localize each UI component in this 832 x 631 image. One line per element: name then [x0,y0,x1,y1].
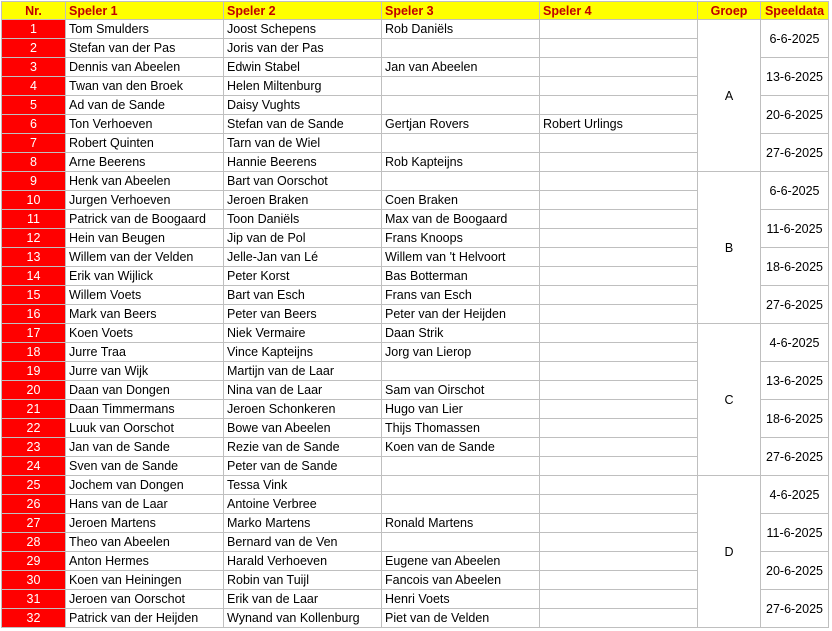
speler-4-cell[interactable] [540,476,698,495]
row-number-cell[interactable]: 10 [2,191,66,210]
speler-4-cell[interactable] [540,229,698,248]
row-number-cell[interactable]: 9 [2,172,66,191]
speler-2-cell[interactable]: Joris van der Pas [224,39,382,58]
speler-1-cell[interactable]: Arne Beerens [66,153,224,172]
speler-1-cell[interactable]: Henk van Abeelen [66,172,224,191]
speler-3-cell[interactable]: Willem van 't Helvoort [382,248,540,267]
groep-cell[interactable]: B [698,172,761,324]
groep-cell[interactable]: A [698,20,761,172]
row-number-cell[interactable]: 20 [2,381,66,400]
row-number-cell[interactable]: 4 [2,77,66,96]
speler-2-cell[interactable]: Tessa Vink [224,476,382,495]
row-number-cell[interactable]: 25 [2,476,66,495]
speler-2-cell[interactable]: Bowe van Abeelen [224,419,382,438]
table-row [2,20,829,39]
speler-2-cell[interactable]: Joost Schepens [224,20,382,39]
speler-3-cell[interactable]: Hugo van Lier [382,400,540,419]
header-nr[interactable]: Nr. [2,2,66,20]
speler-4-cell[interactable] [540,134,698,153]
speler-2-cell[interactable]: Marko Martens [224,514,382,533]
speler-2-cell[interactable]: Erik van de Laar [224,590,382,609]
speeldatum-cell[interactable]: 6-6-2025 [761,20,829,58]
speler-2-cell[interactable]: Wynand van Kollenburg [224,609,382,628]
speeldatum-cell[interactable]: 13-6-2025 [761,58,829,96]
speler-2-cell[interactable]: Harald Verhoeven [224,552,382,571]
speler-1-cell[interactable]: Sven van de Sande [66,457,224,476]
speler-2-cell[interactable]: Tarn van de Wiel [224,134,382,153]
speler-1-cell[interactable]: Jan van de Sande [66,438,224,457]
speeldatum-cell[interactable]: 13-6-2025 [761,362,829,400]
speler-1-cell[interactable]: Koen Voets [66,324,224,343]
speeldatum-cell[interactable]: 11-6-2025 [761,210,829,248]
speler-3-cell[interactable]: Gertjan Rovers [382,115,540,134]
speeldatum-cell[interactable]: 27-6-2025 [761,134,829,172]
speler-1-cell[interactable]: Koen van Heiningen [66,571,224,590]
speeldatum-cell[interactable]: 27-6-2025 [761,286,829,324]
speeldatum-cell[interactable]: 11-6-2025 [761,514,829,552]
speler-4-cell[interactable] [540,343,698,362]
speler-1-cell[interactable]: Twan van den Broek [66,77,224,96]
speler-2-cell[interactable]: Toon Daniëls [224,210,382,229]
speler-1-cell[interactable]: Willem van der Velden [66,248,224,267]
row-number-cell[interactable]: 27 [2,514,66,533]
speler-1-cell[interactable]: Stefan van der Pas [66,39,224,58]
schedule-table [1,1,829,628]
header-row [2,2,829,20]
speler-3-cell[interactable] [382,476,540,495]
table-body [2,20,829,628]
speler-1-cell[interactable]: Jochem van Dongen [66,476,224,495]
speler-4-cell[interactable] [540,267,698,286]
speler-3-cell[interactable]: Fancois van Abeelen [382,571,540,590]
speler-4-cell[interactable] [540,172,698,191]
speeldatum-cell[interactable]: 4-6-2025 [761,476,829,514]
row-number-cell[interactable]: 30 [2,571,66,590]
speler-2-cell[interactable]: Jip van de Pol [224,229,382,248]
header-speeldata[interactable]: Speeldata [761,2,829,20]
speler-3-cell[interactable]: Coen Braken [382,191,540,210]
speler-1-cell[interactable]: Tom Smulders [66,20,224,39]
speler-4-cell[interactable] [540,20,698,39]
speler-1-cell[interactable]: Mark van Beers [66,305,224,324]
speler-1-cell[interactable]: Anton Hermes [66,552,224,571]
row-number-cell[interactable]: 8 [2,153,66,172]
speler-1-cell[interactable]: Robert Quinten [66,134,224,153]
speler-1-cell[interactable]: Daan Timmermans [66,400,224,419]
speler-4-cell[interactable] [540,590,698,609]
row-number-cell[interactable]: 15 [2,286,66,305]
speler-1-cell[interactable]: Hein van Beugen [66,229,224,248]
speler-4-cell[interactable] [540,153,698,172]
speler-2-cell[interactable]: Hannie Beerens [224,153,382,172]
speler-2-cell[interactable]: Martijn van de Laar [224,362,382,381]
speler-3-cell[interactable]: Koen van de Sande [382,438,540,457]
speler-2-cell[interactable]: Helen Miltenburg [224,77,382,96]
speler-4-cell[interactable] [540,305,698,324]
speler-4-cell[interactable] [540,533,698,552]
speler-4-cell[interactable] [540,210,698,229]
speler-3-cell[interactable]: Ronald Martens [382,514,540,533]
speeldatum-cell[interactable]: 6-6-2025 [761,172,829,210]
row-number-cell[interactable]: 5 [2,96,66,115]
row-number-cell[interactable]: 7 [2,134,66,153]
speler-3-cell[interactable]: Daan Strik [382,324,540,343]
speler-3-cell[interactable] [382,134,540,153]
speler-2-cell[interactable]: Jelle-Jan van Lé [224,248,382,267]
speler-1-cell[interactable]: Daan van Dongen [66,381,224,400]
speler-3-cell[interactable] [382,362,540,381]
row-number-cell[interactable]: 18 [2,343,66,362]
row-number-cell[interactable]: 1 [2,20,66,39]
speler-3-cell[interactable]: Rob Kapteijns [382,153,540,172]
speler-4-cell[interactable] [540,191,698,210]
header-speler-4[interactable]: Speler 4 [540,2,698,20]
speler-2-cell[interactable]: Nina van de Laar [224,381,382,400]
speler-1-cell[interactable]: Hans van de Laar [66,495,224,514]
row-number-cell[interactable]: 31 [2,590,66,609]
speeldatum-cell[interactable]: 4-6-2025 [761,324,829,362]
speler-1-cell[interactable]: Ton Verhoeven [66,115,224,134]
speler-4-cell[interactable] [540,571,698,590]
speler-3-cell[interactable]: Frans Knoops [382,229,540,248]
row-number-cell[interactable]: 21 [2,400,66,419]
table-row [2,476,829,495]
speler-3-cell[interactable]: Eugene van Abeelen [382,552,540,571]
table-row [2,172,829,191]
speler-4-cell[interactable] [540,324,698,343]
speler-1-cell[interactable]: Jurre van Wijk [66,362,224,381]
speler-3-cell[interactable]: Sam van Oirschot [382,381,540,400]
speler-2-cell[interactable]: Bernard van de Ven [224,533,382,552]
row-number-cell[interactable]: 11 [2,210,66,229]
speler-3-cell[interactable] [382,495,540,514]
speler-2-cell[interactable]: Peter van de Sande [224,457,382,476]
row-number-cell[interactable]: 23 [2,438,66,457]
row-number-cell[interactable]: 26 [2,495,66,514]
speler-2-cell[interactable]: Peter Korst [224,267,382,286]
speeldatum-cell[interactable]: 20-6-2025 [761,96,829,134]
speler-3-cell[interactable]: Frans van Esch [382,286,540,305]
row-number-cell[interactable]: 24 [2,457,66,476]
row-number-cell[interactable]: 32 [2,609,66,628]
speler-3-cell[interactable]: Peter van der Heijden [382,305,540,324]
speler-3-cell[interactable]: Bas Botterman [382,267,540,286]
speler-3-cell[interactable]: Rob Daniëls [382,20,540,39]
speler-1-cell[interactable]: Jeroen van Oorschot [66,590,224,609]
speler-2-cell[interactable]: Jeroen Braken [224,191,382,210]
speler-4-cell[interactable] [540,514,698,533]
speler-1-cell[interactable]: Erik van Wijlick [66,267,224,286]
speler-4-cell[interactable] [540,286,698,305]
speler-2-cell[interactable]: Rezie van de Sande [224,438,382,457]
speler-3-cell[interactable] [382,96,540,115]
speler-2-cell[interactable]: Antoine Verbree [224,495,382,514]
row-number-cell[interactable]: 14 [2,267,66,286]
row-number-cell[interactable]: 6 [2,115,66,134]
table-row [2,324,829,343]
speler-1-cell[interactable]: Jurgen Verhoeven [66,191,224,210]
row-number-cell[interactable]: 12 [2,229,66,248]
speler-4-cell[interactable] [540,438,698,457]
row-number-cell[interactable]: 28 [2,533,66,552]
speler-1-cell[interactable]: Jeroen Martens [66,514,224,533]
speler-3-cell[interactable]: Thijs Thomassen [382,419,540,438]
speler-4-cell[interactable] [540,58,698,77]
speler-3-cell[interactable] [382,533,540,552]
header-speler-2[interactable]: Speler 2 [224,2,382,20]
row-number-cell[interactable]: 19 [2,362,66,381]
groep-cell[interactable]: C [698,324,761,476]
speeldatum-cell[interactable]: 27-6-2025 [761,438,829,476]
speler-4-cell[interactable] [540,39,698,58]
speler-1-cell[interactable]: Jurre Traa [66,343,224,362]
speler-3-cell[interactable]: Jan van Abeelen [382,58,540,77]
row-number-cell[interactable]: 16 [2,305,66,324]
speler-3-cell[interactable]: Jorg van Lierop [382,343,540,362]
row-number-cell[interactable]: 17 [2,324,66,343]
header-speler-3[interactable]: Speler 3 [382,2,540,20]
speler-2-cell[interactable]: Vince Kapteijns [224,343,382,362]
speler-1-cell[interactable]: Ad van de Sande [66,96,224,115]
speler-4-cell[interactable] [540,96,698,115]
speler-3-cell[interactable] [382,39,540,58]
speler-2-cell[interactable]: Bart van Oorschot [224,172,382,191]
speeldatum-cell[interactable]: 20-6-2025 [761,552,829,590]
speler-3-cell[interactable] [382,77,540,96]
row-number-cell[interactable]: 2 [2,39,66,58]
speler-4-cell[interactable] [540,457,698,476]
groep-cell[interactable]: D [698,476,761,628]
speler-2-cell[interactable]: Niek Vermaire [224,324,382,343]
speler-3-cell[interactable] [382,457,540,476]
speler-2-cell[interactable]: Robin van Tuijl [224,571,382,590]
speler-4-cell[interactable] [540,552,698,571]
speler-4-cell[interactable] [540,381,698,400]
speler-4-cell[interactable] [540,400,698,419]
speler-4-cell[interactable] [540,77,698,96]
speler-1-cell[interactable]: Theo van Abeelen [66,533,224,552]
speler-1-cell[interactable]: Willem Voets [66,286,224,305]
speler-2-cell[interactable]: Edwin Stabel [224,58,382,77]
speler-1-cell[interactable]: Luuk van Oorschot [66,419,224,438]
speler-1-cell[interactable]: Dennis van Abeelen [66,58,224,77]
row-number-cell[interactable]: 13 [2,248,66,267]
header-speler-1[interactable]: Speler 1 [66,2,224,20]
speler-4-cell[interactable] [540,362,698,381]
row-number-cell[interactable]: 3 [2,58,66,77]
speler-3-cell[interactable] [382,172,540,191]
speler-2-cell[interactable]: Jeroen Schonkeren [224,400,382,419]
speler-3-cell[interactable]: Henri Voets [382,590,540,609]
row-number-cell[interactable]: 29 [2,552,66,571]
speeldatum-cell[interactable]: 18-6-2025 [761,400,829,438]
speler-4-cell[interactable] [540,248,698,267]
speler-4-cell[interactable]: Robert Urlings [540,115,698,134]
speler-1-cell[interactable]: Patrick van der Heijden [66,609,224,628]
speler-3-cell[interactable]: Piet van de Velden [382,609,540,628]
speeldatum-cell[interactable]: 27-6-2025 [761,590,829,628]
speler-1-cell[interactable]: Patrick van de Boogaard [66,210,224,229]
speler-2-cell[interactable]: Stefan van de Sande [224,115,382,134]
speler-3-cell[interactable]: Max van de Boogaard [382,210,540,229]
speler-4-cell[interactable] [540,419,698,438]
speler-2-cell[interactable]: Bart van Esch [224,286,382,305]
speler-2-cell[interactable]: Daisy Vughts [224,96,382,115]
speler-4-cell[interactable] [540,495,698,514]
speler-2-cell[interactable]: Peter van Beers [224,305,382,324]
speeldatum-cell[interactable]: 18-6-2025 [761,248,829,286]
row-number-cell[interactable]: 22 [2,419,66,438]
speler-4-cell[interactable] [540,609,698,628]
header-groep[interactable]: Groep [698,2,761,20]
